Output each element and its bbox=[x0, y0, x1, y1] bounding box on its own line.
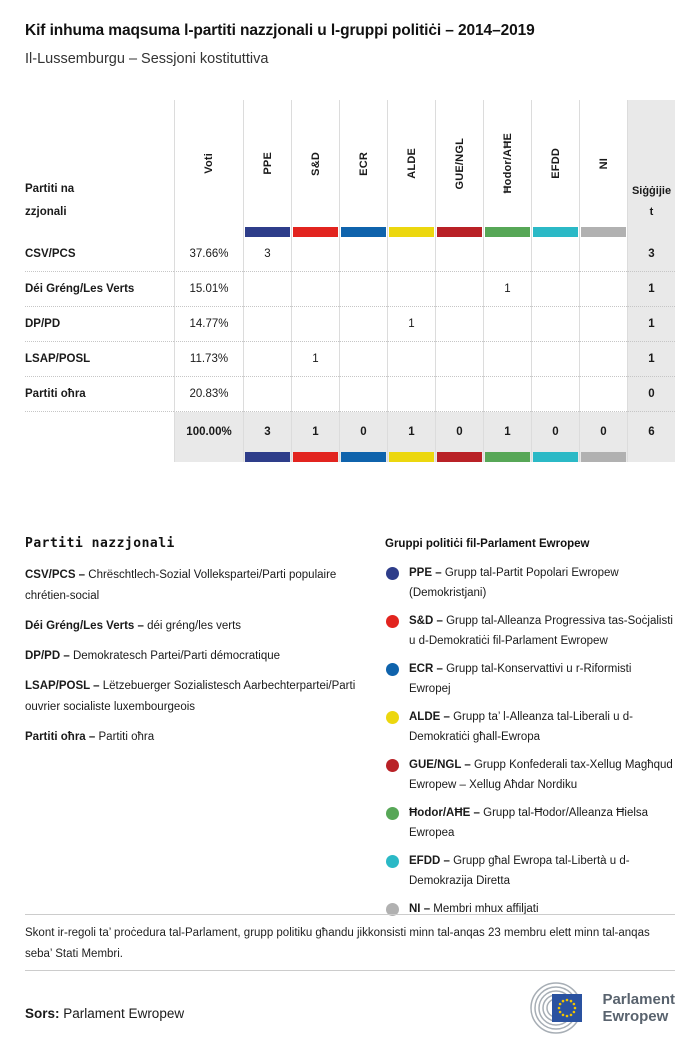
spacer-cell bbox=[25, 227, 174, 237]
spacer-cell bbox=[174, 227, 243, 237]
group-color-bar bbox=[437, 452, 482, 462]
group-color-bar bbox=[341, 227, 386, 237]
party-full-name: Partiti oħra bbox=[98, 731, 155, 743]
group-legend-item bbox=[385, 804, 675, 843]
group-color-bar-cell bbox=[291, 452, 339, 462]
seat-count-cell bbox=[339, 272, 387, 307]
column-header-group bbox=[243, 100, 291, 227]
group-abbr: GUE/NGL – bbox=[409, 759, 471, 771]
voti-cell: 20.83% bbox=[174, 377, 243, 412]
column-header-group bbox=[387, 100, 435, 227]
seat-count-cell bbox=[291, 272, 339, 307]
party-name-cell: DP/PD bbox=[25, 307, 174, 342]
seat-count-cell bbox=[531, 237, 579, 272]
group-abbr: ALDE – bbox=[409, 711, 450, 723]
group-color-bar bbox=[581, 452, 626, 462]
column-header-group bbox=[531, 100, 579, 227]
party-name-cell: LSAP/POSL bbox=[25, 342, 174, 377]
seat-count-cell bbox=[291, 307, 339, 342]
seat-count-cell bbox=[531, 342, 579, 377]
seats-table bbox=[25, 100, 675, 462]
total-seat-count-cell: 0 bbox=[579, 412, 627, 452]
group-color-dot-icon bbox=[386, 711, 399, 724]
group-legend-item bbox=[385, 612, 675, 651]
group-legend-text bbox=[409, 852, 675, 891]
group-color-bar-cell bbox=[387, 452, 435, 462]
seat-count-cell bbox=[339, 377, 387, 412]
group-legend-text bbox=[409, 612, 675, 651]
eu-flag-icon bbox=[552, 994, 582, 1022]
legend-parties-heading: Partiti nazzjonali bbox=[25, 536, 175, 551]
seat-count-cell bbox=[243, 307, 291, 342]
column-header-group bbox=[339, 100, 387, 227]
column-header-group bbox=[435, 100, 483, 227]
divider-bottom bbox=[25, 970, 675, 971]
group-color-bar-cell bbox=[339, 227, 387, 237]
party-full-name: Lëtzebuerger Sozialistesch Aarbechterpartei/Parti ouvrier socialiste luxembourgeois bbox=[25, 680, 356, 713]
seat-count-cell bbox=[483, 342, 531, 377]
party-legend-item bbox=[25, 565, 367, 607]
total-seat-count-cell: 3 bbox=[243, 412, 291, 452]
column-header-voti-label: Voti bbox=[203, 153, 215, 174]
group-abbr: Ħodor/AĦE – bbox=[409, 807, 480, 819]
seat-count-cell: 1 bbox=[387, 307, 435, 342]
party-legend-item bbox=[25, 616, 367, 637]
seat-count-cell: 3 bbox=[243, 237, 291, 272]
source-label: Sors: bbox=[25, 1006, 60, 1021]
seat-count-cell bbox=[387, 237, 435, 272]
group-color-bar bbox=[293, 227, 338, 237]
ep-logo bbox=[516, 982, 675, 1034]
legend-parties bbox=[25, 536, 385, 929]
group-color-bar-cell bbox=[435, 227, 483, 237]
seat-count-cell bbox=[435, 237, 483, 272]
seat-count-cell bbox=[387, 342, 435, 377]
party-legend-item bbox=[25, 646, 367, 667]
party-name-cell: Déi Gréng/Les Verts bbox=[25, 272, 174, 307]
group-color-bar bbox=[581, 227, 626, 237]
total-seat-count-cell: 1 bbox=[291, 412, 339, 452]
group-color-dot-icon bbox=[386, 759, 399, 772]
seat-count-cell bbox=[531, 272, 579, 307]
seat-count-cell bbox=[579, 307, 627, 342]
group-full-name: Grupp ta’ l-Alleanza tal-Liberali u d-Demokratiċi għall-Ewropa bbox=[409, 711, 633, 743]
seat-count-cell bbox=[387, 272, 435, 307]
ep-logo-line2: Ewropew bbox=[602, 1008, 669, 1025]
seat-count-cell bbox=[579, 272, 627, 307]
total-voti-cell: 100.00% bbox=[174, 412, 243, 452]
group-color-dot-icon bbox=[386, 567, 399, 580]
group-full-name: Grupp Konfederali tax-Xellug Magħqud Ewropew – Xellug Aħdar Nordiku bbox=[409, 759, 673, 791]
voti-cell: 14.77% bbox=[174, 307, 243, 342]
seat-count-cell bbox=[435, 342, 483, 377]
group-color-bar-cell bbox=[339, 452, 387, 462]
party-abbr: Déi Gréng/Les Verts – bbox=[25, 620, 144, 632]
group-color-bar bbox=[245, 227, 290, 237]
party-name-cell: Partiti oħra bbox=[25, 377, 174, 412]
total-seat-count-cell: 0 bbox=[339, 412, 387, 452]
seat-count-cell bbox=[435, 377, 483, 412]
group-legend-text bbox=[409, 708, 675, 747]
ep-logo-line1: Parlament bbox=[602, 990, 675, 1008]
group-legend-item bbox=[385, 660, 675, 699]
group-color-bar bbox=[341, 452, 386, 462]
seats-column-spacer bbox=[627, 452, 675, 462]
group-color-bar bbox=[245, 452, 290, 462]
group-full-name: Membri mhux affiljati bbox=[433, 903, 539, 915]
voti-cell: 11.73% bbox=[174, 342, 243, 377]
row-total-cell: 1 bbox=[627, 272, 675, 307]
group-legend-item bbox=[385, 708, 675, 747]
seat-count-cell bbox=[435, 272, 483, 307]
group-legend-text bbox=[409, 900, 539, 920]
group-color-bar-cell bbox=[387, 227, 435, 237]
group-color-dot-icon bbox=[386, 663, 399, 676]
total-seat-count-cell: 1 bbox=[387, 412, 435, 452]
voti-cell: 37.66% bbox=[174, 237, 243, 272]
legends-section bbox=[25, 536, 675, 929]
group-legend-item bbox=[385, 756, 675, 795]
group-color-bar bbox=[389, 227, 434, 237]
group-legend-item bbox=[385, 852, 675, 891]
party-legend-item bbox=[25, 727, 367, 748]
group-color-bar bbox=[485, 227, 530, 237]
seat-count-cell bbox=[339, 307, 387, 342]
grand-total-cell: 6 bbox=[627, 412, 675, 452]
source-value: Parlament Ewropew bbox=[63, 1006, 185, 1021]
seat-count-cell bbox=[483, 307, 531, 342]
column-header-group bbox=[483, 100, 531, 227]
group-color-bar-cell bbox=[243, 452, 291, 462]
group-color-bar-cell bbox=[483, 227, 531, 237]
group-abbr: NI – bbox=[409, 903, 431, 915]
legend-groups-heading: Gruppi politiċi fil-Parlament Ewropew bbox=[385, 538, 590, 550]
group-abbr: EFDD – bbox=[409, 855, 450, 867]
group-color-dot-icon bbox=[386, 615, 399, 628]
spacer-cell bbox=[25, 452, 174, 462]
column-header-group bbox=[579, 100, 627, 227]
group-legend-text bbox=[409, 564, 675, 603]
group-color-bar-cell bbox=[435, 452, 483, 462]
divider-top bbox=[25, 914, 675, 915]
group-color-bar-cell bbox=[531, 452, 579, 462]
seat-count-cell bbox=[339, 237, 387, 272]
group-abbr: ECR – bbox=[409, 663, 443, 675]
group-color-bar bbox=[485, 452, 530, 462]
group-color-bar bbox=[293, 452, 338, 462]
group-legend-text bbox=[409, 804, 675, 843]
ep-hemicycle-icon bbox=[516, 982, 594, 1034]
group-color-dot-icon bbox=[386, 807, 399, 820]
party-full-name: Chrëschtlech-Sozial Vollekspartei/Parti populaire chrétien-social bbox=[25, 569, 337, 602]
seat-count-cell bbox=[579, 342, 627, 377]
group-label: PPE bbox=[261, 152, 274, 175]
party-abbr: DP/PD – bbox=[25, 650, 70, 662]
group-legend-item bbox=[385, 564, 675, 603]
seat-count-cell bbox=[243, 377, 291, 412]
source-line bbox=[25, 1006, 184, 1021]
seat-count-cell bbox=[531, 377, 579, 412]
spacer-cell bbox=[174, 452, 243, 462]
group-legend-text bbox=[409, 756, 675, 795]
group-abbr: PPE – bbox=[409, 567, 442, 579]
group-color-dot-icon bbox=[386, 855, 399, 868]
voti-cell: 15.01% bbox=[174, 272, 243, 307]
row-total-cell: 1 bbox=[627, 307, 675, 342]
party-abbr: CSV/PCS – bbox=[25, 569, 86, 581]
party-full-name: Demokratesch Partei/Parti démocratique bbox=[72, 650, 281, 662]
group-label: EFDD bbox=[549, 148, 562, 179]
group-label: ALDE bbox=[405, 148, 418, 179]
spacer-cell bbox=[25, 412, 174, 452]
legend-groups bbox=[385, 536, 675, 929]
group-color-bar-cell bbox=[579, 227, 627, 237]
group-full-name: Grupp tal-Ħodor/Alleanza Ħielsa Ewropea bbox=[409, 807, 649, 839]
seat-count-cell bbox=[579, 237, 627, 272]
ep-logo-text bbox=[602, 991, 675, 1026]
seat-count-cell bbox=[339, 342, 387, 377]
group-label: GUE/NGL bbox=[453, 137, 466, 190]
page-title: Kif inhuma maqsuma l-partiti nazzjonali u l-gruppi politiċi – 2014–2019 bbox=[25, 22, 535, 39]
seat-count-cell bbox=[243, 272, 291, 307]
group-color-bar bbox=[533, 452, 578, 462]
column-header-voti bbox=[174, 100, 243, 227]
page-subtitle: Il-Lussemburgu – Sessjoni kostituttiva bbox=[25, 51, 269, 67]
column-header-parties bbox=[25, 100, 174, 227]
column-header-parties-label: Partiti nazzjonali bbox=[25, 183, 75, 218]
seat-count-cell: 1 bbox=[483, 272, 531, 307]
row-total-cell: 1 bbox=[627, 342, 675, 377]
group-legend-item bbox=[385, 900, 675, 920]
total-seat-count-cell: 0 bbox=[531, 412, 579, 452]
group-full-name: Grupp tal-Partit Popolari Ewropew (Demokristjani) bbox=[409, 567, 619, 599]
seats-column-spacer bbox=[627, 227, 675, 237]
party-abbr: Partiti oħra – bbox=[25, 731, 96, 743]
group-color-bar-cell bbox=[531, 227, 579, 237]
seat-count-cell bbox=[579, 377, 627, 412]
legend-parties-list bbox=[25, 565, 367, 748]
group-color-bar bbox=[389, 452, 434, 462]
group-label: S&D bbox=[309, 151, 322, 176]
group-color-bar bbox=[437, 227, 482, 237]
column-header-seats-label: Siġġijiet bbox=[631, 185, 672, 218]
group-full-name: Grupp tal-Konservattivi u r-Riformisti Ewropej bbox=[409, 663, 632, 695]
group-color-bar-cell bbox=[291, 227, 339, 237]
party-name-cell: CSV/PCS bbox=[25, 237, 174, 272]
seat-count-cell bbox=[243, 342, 291, 377]
seat-count-cell bbox=[435, 307, 483, 342]
group-color-bar-cell bbox=[579, 452, 627, 462]
seat-count-cell bbox=[387, 377, 435, 412]
column-header-seats bbox=[627, 100, 675, 227]
group-color-bar-cell bbox=[483, 452, 531, 462]
total-seat-count-cell: 1 bbox=[483, 412, 531, 452]
seat-count-cell bbox=[291, 377, 339, 412]
party-abbr: LSAP/POSL – bbox=[25, 680, 100, 692]
seat-count-cell bbox=[291, 237, 339, 272]
seat-count-cell: 1 bbox=[291, 342, 339, 377]
group-color-bar bbox=[533, 227, 578, 237]
total-seat-count-cell: 0 bbox=[435, 412, 483, 452]
seat-count-cell bbox=[483, 237, 531, 272]
row-total-cell: 0 bbox=[627, 377, 675, 412]
group-full-name: Grupp għal Ewropa tal-Libertà u d-Demokrazija Diretta bbox=[409, 855, 630, 887]
group-full-name: Grupp tal-Alleanza Progressiva tas-Soċjalisti u d-Demokratiċi fil-Parlament Ewropew bbox=[409, 615, 673, 647]
party-full-name: déi gréng/les verts bbox=[147, 620, 242, 632]
group-legend-text bbox=[409, 660, 675, 699]
group-label: ECR bbox=[357, 151, 370, 176]
row-total-cell: 3 bbox=[627, 237, 675, 272]
party-legend-item bbox=[25, 676, 367, 718]
group-color-bar-cell bbox=[243, 227, 291, 237]
legend-groups-list bbox=[385, 564, 675, 920]
group-label: NI bbox=[597, 157, 610, 170]
group-abbr: S&D – bbox=[409, 615, 443, 627]
seat-count-cell bbox=[483, 377, 531, 412]
column-header-group bbox=[291, 100, 339, 227]
group-label: Ħodor/AĦE bbox=[501, 133, 514, 194]
footnote: Skont ir-regoli ta’ proċedura tal-Parlament, grupp politiku għandu jikkonsisti minn tal-anqas 23 membru elett minn tal-anqas seba’ Stati Membri. bbox=[25, 927, 650, 960]
seat-count-cell bbox=[531, 307, 579, 342]
